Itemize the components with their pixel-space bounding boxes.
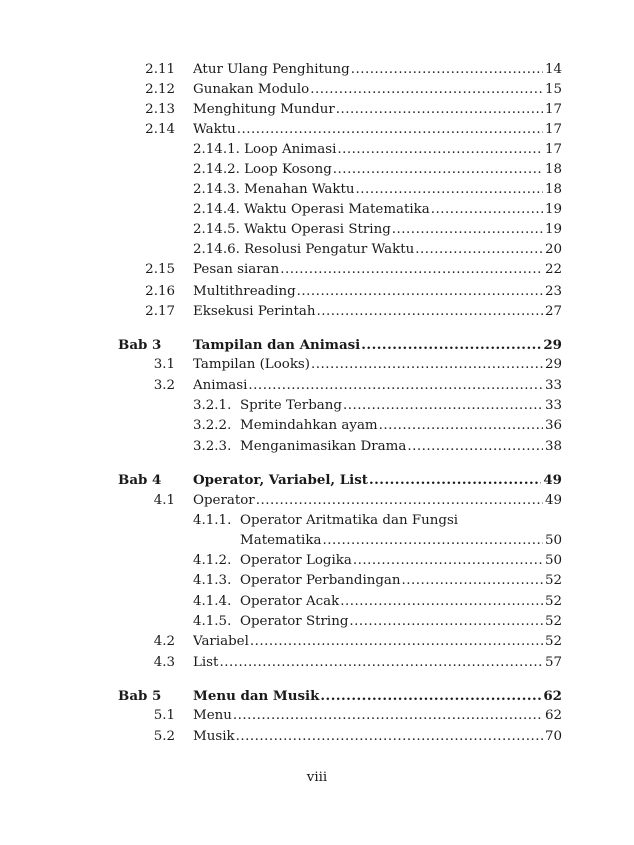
toc-entry-title: Operator, Variabel, List — [193, 472, 368, 488]
toc-entry-title: Operator Acak — [240, 594, 340, 609]
toc-entry-number: 4.1.2. — [193, 553, 232, 568]
toc-entry-title: List — [193, 655, 219, 670]
dot-leader — [297, 282, 543, 302]
dot-leader — [402, 571, 543, 591]
toc-entry-number: 4.1.3. — [193, 573, 232, 588]
toc-entry-page: 33 — [543, 376, 562, 396]
toc-entry-page: 38 — [543, 437, 562, 457]
toc-entry-title: Sprite Terbang — [240, 398, 342, 413]
dot-leader — [250, 632, 543, 652]
toc-entry-page: 15 — [543, 80, 562, 100]
toc-entry-page: 62 — [543, 706, 562, 726]
toc-entry-number: 2.12 — [145, 82, 175, 97]
dot-leader — [431, 200, 543, 220]
toc-entry-title: Menghitung Mundur — [193, 102, 335, 117]
toc-entry-title: Operator Logika — [240, 553, 352, 568]
toc-entry-number: Bab 4 — [118, 472, 162, 488]
toc-entry-page: 49 — [543, 491, 562, 511]
toc-entry[interactable] — [0, 706, 634, 726]
toc-entry[interactable] — [0, 355, 634, 375]
toc-entry[interactable] — [0, 120, 634, 140]
toc-entry[interactable] — [0, 551, 634, 571]
dot-leader — [340, 592, 543, 612]
toc-entry-page: 52 — [543, 632, 562, 652]
dot-leader — [333, 160, 543, 180]
toc-entry-number: 3.2.1. — [193, 398, 232, 413]
toc-entry-page: 52 — [543, 612, 562, 632]
toc-entry[interactable] — [0, 686, 634, 706]
toc-entry-number: 5.1 — [153, 708, 175, 723]
toc-entry[interactable] — [0, 282, 634, 302]
toc-entry-page: 14 — [543, 60, 562, 80]
toc-entry[interactable] — [0, 220, 634, 240]
toc-entry-number: 4.1.5. — [193, 614, 232, 629]
toc-entry-title: Tampilan (Looks) — [193, 357, 311, 372]
toc-entry-number: 2.15 — [145, 262, 175, 277]
toc-entry[interactable] — [0, 180, 634, 200]
toc-entry-page: 18 — [543, 180, 562, 200]
toc-entry-title: Memindahkan ayam — [240, 418, 378, 433]
toc-entry[interactable] — [0, 437, 634, 457]
toc-entry[interactable] — [0, 592, 634, 612]
toc-entry-page: 50 — [543, 531, 562, 551]
toc-entry[interactable] — [0, 416, 634, 436]
dot-leader — [353, 551, 543, 571]
toc-entry-title: Operator — [193, 493, 255, 508]
toc-entry-title: Operator String — [240, 614, 349, 629]
toc-entry-page: 29 — [543, 355, 562, 375]
toc-entry-title: Atur Ulang Penghitung — [193, 62, 350, 77]
dot-leader — [322, 531, 543, 551]
dot-leader — [233, 706, 543, 726]
toc-entry-title: Operator Perbandingan — [240, 573, 401, 588]
toc-entry[interactable] — [0, 470, 634, 490]
toc-entry-title: 2.14.6. Resolusi Pengatur Waktu — [193, 242, 415, 257]
toc-entry[interactable] — [0, 491, 634, 511]
toc-entry-page: 52 — [543, 592, 562, 612]
toc-entry[interactable] — [0, 140, 634, 160]
dot-leader — [351, 60, 543, 80]
toc-entry[interactable] — [0, 302, 634, 322]
toc-entry-number: Bab 3 — [118, 337, 162, 353]
toc-entry-page: 50 — [543, 551, 562, 571]
toc-entry-number: 3.2.2. — [193, 418, 232, 433]
toc-entry-title: 2.14.3. Menahan Waktu — [193, 182, 355, 197]
dot-leader — [337, 140, 543, 160]
dot-leader — [369, 470, 541, 490]
toc-entry[interactable] — [0, 335, 634, 355]
toc-entry-page: 62 — [543, 688, 562, 704]
toc-entry[interactable] — [0, 511, 634, 531]
dot-leader — [320, 686, 541, 706]
toc-entry-page: 29 — [543, 337, 562, 353]
toc-entry-page: 17 — [543, 120, 562, 140]
toc-entry-number: 4.2 — [153, 634, 175, 649]
dot-leader — [256, 491, 543, 511]
toc-entry-title: Musik — [193, 729, 235, 744]
dot-leader — [311, 355, 543, 375]
dot-leader — [392, 220, 543, 240]
toc-entry-page: 20 — [543, 240, 562, 260]
toc-entry-page: 49 — [543, 472, 562, 488]
dot-leader — [379, 416, 543, 436]
toc-entry[interactable] — [0, 240, 634, 260]
toc-entry-number: 3.2 — [153, 378, 175, 393]
dot-leader — [349, 612, 543, 632]
toc-entry-title: Eksekusi Perintah — [193, 304, 316, 319]
toc-entry-number: 2.14 — [145, 122, 175, 137]
toc-entry-page: 17 — [543, 140, 562, 160]
toc-entry-title: Multithreading — [193, 284, 296, 299]
dot-leader — [361, 335, 541, 355]
toc-entry-number: 4.1.1. — [193, 513, 232, 528]
toc-entry-title: Pesan siaran — [193, 262, 280, 277]
toc-entry-number: 4.3 — [153, 655, 175, 670]
toc-entry-title: Menganimasikan Drama — [240, 439, 407, 454]
toc-entry-title: 2.14.2. Loop Kosong — [193, 162, 332, 177]
toc-entry[interactable] — [0, 531, 634, 551]
toc-entry-title: Operator Aritmatika dan Fungsi — [240, 513, 459, 528]
toc-entry-page: 33 — [543, 396, 562, 416]
toc-entry[interactable] — [0, 727, 634, 747]
toc-entry-number: 2.13 — [145, 102, 175, 117]
dot-leader — [237, 120, 543, 140]
toc-entry[interactable] — [0, 60, 634, 80]
toc-entry-page: 19 — [543, 200, 562, 220]
toc-entry-number: 2.17 — [145, 304, 175, 319]
dot-leader — [236, 727, 543, 747]
dot-leader — [336, 100, 543, 120]
dot-leader — [248, 376, 543, 396]
toc-entry-title: Animasi — [193, 378, 248, 393]
toc-entry[interactable] — [0, 396, 634, 416]
toc-entry-number: 2.16 — [145, 284, 175, 299]
dot-leader — [280, 260, 543, 280]
toc-entry[interactable] — [0, 571, 634, 591]
toc-entry[interactable] — [0, 80, 634, 100]
toc-entry-title: Menu — [193, 708, 232, 723]
toc-entry-page: 27 — [543, 302, 562, 322]
toc-entry-page: 19 — [543, 220, 562, 240]
toc-entry-number: Bab 5 — [118, 688, 162, 704]
toc-entry-page: 22 — [543, 260, 562, 280]
toc-entry-number: 3.2.3. — [193, 439, 232, 454]
toc-entry-page: 52 — [543, 571, 562, 591]
toc-entry-title: Tampilan dan Animasi — [193, 337, 361, 353]
toc-entry-number: 4.1.4. — [193, 594, 232, 609]
dot-leader — [356, 180, 543, 200]
toc-entry-number: 5.2 — [153, 729, 175, 744]
toc-entry-title: Variabel — [193, 634, 249, 649]
toc-entry[interactable] — [0, 612, 634, 632]
toc-entry-title: Gunakan Modulo — [193, 82, 310, 97]
toc-entry-number: 2.11 — [145, 62, 175, 77]
toc-entry[interactable] — [0, 653, 634, 673]
dot-leader — [407, 437, 543, 457]
dot-leader — [316, 302, 543, 322]
toc-entry-page: 17 — [543, 100, 562, 120]
page-number: viii — [306, 770, 328, 785]
toc-entry[interactable] — [0, 100, 634, 120]
dot-leader — [219, 653, 543, 673]
toc-entry-page: 70 — [543, 727, 562, 747]
toc-entry[interactable] — [0, 376, 634, 396]
toc-entry-title: Menu dan Musik — [193, 688, 320, 704]
toc-entry-page: 57 — [543, 653, 562, 673]
toc-entry[interactable] — [0, 632, 634, 652]
toc-entry-page: 23 — [543, 282, 562, 302]
toc-entry[interactable] — [0, 260, 634, 280]
toc-entry-title: 2.14.4. Waktu Operasi Matematika — [193, 202, 430, 217]
dot-leader — [343, 396, 543, 416]
toc-entry[interactable] — [0, 160, 634, 180]
dot-leader — [415, 240, 543, 260]
toc-entry-title: 2.14.5. Waktu Operasi String — [193, 222, 391, 237]
toc-entry-title: Waktu — [193, 122, 236, 137]
toc-entry[interactable] — [0, 200, 634, 220]
toc-entry-title: 2.14.1. Loop Animasi — [193, 142, 337, 157]
toc-entry-page: 18 — [543, 160, 562, 180]
toc-entry-title: Matematika — [240, 533, 322, 548]
toc-entry-page: 36 — [543, 416, 562, 436]
toc-entry-number: 3.1 — [153, 357, 175, 372]
dot-leader — [310, 80, 543, 100]
toc-entry-number: 4.1 — [153, 493, 175, 508]
